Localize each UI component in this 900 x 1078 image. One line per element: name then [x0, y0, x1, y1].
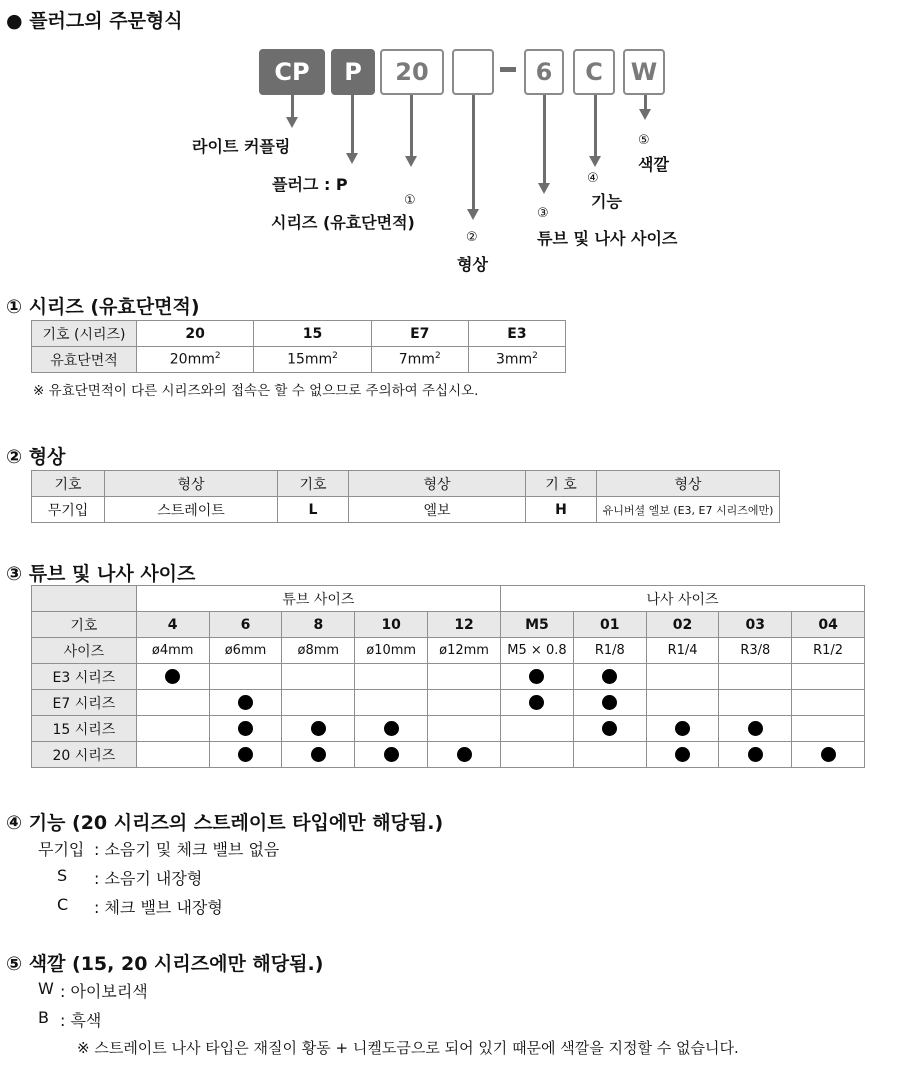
code-box-p: P: [331, 49, 375, 95]
size-code: 4: [136, 612, 209, 638]
arrow-line-series: [410, 95, 413, 157]
availability-cell: [355, 716, 428, 742]
availability-cell: [136, 664, 209, 690]
function-desc: : 소음기 내장형: [94, 869, 203, 888]
arrow-head-series: [405, 156, 417, 167]
label-function-num: ④: [587, 171, 599, 186]
section3-heading: ③ 튜브 및 나사 사이즈: [6, 563, 196, 585]
group-thread-size: 나사 사이즈: [501, 586, 865, 612]
availability-cell: [428, 664, 501, 690]
arrow-head-tube: [538, 183, 550, 194]
size-code: 8: [282, 612, 355, 638]
effective-area-value: $20mm^2$: [137, 347, 254, 373]
available-dot: [675, 721, 690, 736]
label-light-coupling: 라이트 커플링: [192, 137, 291, 156]
size-code: 04: [792, 612, 865, 638]
availability-cell: [573, 690, 646, 716]
code-box-function: C: [573, 49, 615, 95]
availability-cell: [719, 742, 792, 768]
availability-cell: [136, 690, 209, 716]
arrow-head-shape: [467, 209, 479, 220]
availability-cell: [646, 742, 719, 768]
table-corner: [32, 586, 137, 612]
availability-cell: [719, 664, 792, 690]
label-tube-num: ③: [537, 206, 549, 221]
shape-header-code: 기 호: [526, 471, 597, 497]
arrow-line-cp: [291, 95, 294, 119]
available-dot: [602, 695, 617, 710]
availability-cell: [428, 690, 501, 716]
availability-cell: [573, 664, 646, 690]
series-availability-rows: [32, 664, 865, 768]
code-box-color: W: [623, 49, 665, 95]
available-dot: [602, 721, 617, 736]
series-table: [31, 320, 566, 373]
size-value: ø10mm: [355, 638, 428, 664]
series-row: [32, 664, 865, 690]
function-desc: : 체크 밸브 내장형: [94, 898, 223, 917]
availability-cell: [209, 690, 282, 716]
label-color-num: ⑤: [638, 133, 650, 148]
series-row: [32, 690, 865, 716]
available-dot: [238, 695, 253, 710]
availability-cell: [792, 742, 865, 768]
availability-cell: [646, 716, 719, 742]
section1-note: ※ 유효단면적이 다른 시리즈와의 접속은 할 수 없으므로 주의하여 주십시오.: [33, 383, 479, 399]
size-value: R3/8: [719, 638, 792, 664]
series-row-label: E3 시리즈: [32, 664, 137, 690]
size-value: ø12mm: [428, 638, 501, 664]
availability-cell: [719, 716, 792, 742]
arrow-head-color: [639, 109, 651, 120]
section2-heading: ② 형상: [6, 446, 66, 468]
arrow-line-color: [644, 95, 647, 110]
section1-heading: ① 시리즈 (유효단면적): [6, 296, 200, 318]
available-dot: [457, 747, 472, 762]
section5-note: ※ 스트레이트 나사 타입은 재질이 황동 + 니켈도금으로 되어 있기 때문에 색깔을 지정할 수 없습니다.: [77, 1039, 739, 1057]
shape-header-shape: 형상: [349, 471, 526, 497]
availability-cell: [792, 716, 865, 742]
code-box-shape: [452, 49, 494, 95]
label-tube: 튜브 및 나사 사이즈: [537, 229, 678, 248]
availability-cell: [355, 690, 428, 716]
size-value: ø8mm: [282, 638, 355, 664]
size-value: R1/2: [792, 638, 865, 664]
arrow-head-function: [589, 156, 601, 167]
group-tube-size: 튜브 사이즈: [136, 586, 500, 612]
size-code: 6: [209, 612, 282, 638]
availability-cell: [282, 716, 355, 742]
size-value: M5 × 0.8: [501, 638, 574, 664]
function-code: C: [57, 895, 69, 914]
series-code: 15: [254, 321, 371, 347]
availability-cell: [573, 716, 646, 742]
available-dot: [748, 721, 763, 736]
availability-cell: [282, 690, 355, 716]
size-code: 03: [719, 612, 792, 638]
shape-header-code: 기호: [32, 471, 105, 497]
label-shape-num: ②: [466, 230, 478, 245]
availability-cell: [792, 690, 865, 716]
availability-cell: [282, 742, 355, 768]
available-dot: [602, 669, 617, 684]
available-dot: [529, 695, 544, 710]
color-desc: : 아이보리색: [60, 982, 148, 1001]
label-function: 기능: [591, 192, 622, 211]
function-code: S: [57, 866, 68, 885]
label-color: 색깔: [638, 155, 669, 174]
available-dot: [165, 669, 180, 684]
color-code: W: [38, 979, 54, 998]
available-dot: [748, 747, 763, 762]
series-row: [32, 742, 865, 768]
shape-name: 스트레이트: [105, 497, 278, 523]
size-row-label: 사이즈: [32, 638, 137, 664]
availability-cell: [428, 742, 501, 768]
available-dot: [311, 721, 326, 736]
shape-header-code: 기호: [278, 471, 349, 497]
availability-cell: [209, 742, 282, 768]
available-dot: [675, 747, 690, 762]
effective-area-value: $3mm^2$: [468, 347, 565, 373]
code-box-series: 20: [380, 49, 444, 95]
availability-cell: [136, 716, 209, 742]
size-code: 10: [355, 612, 428, 638]
color-desc: : 흑색: [60, 1011, 102, 1030]
size-code: 01: [573, 612, 646, 638]
code-box-tube: 6: [524, 49, 564, 95]
size-value: ø4mm: [136, 638, 209, 664]
size-code: 02: [646, 612, 719, 638]
availability-cell: [792, 664, 865, 690]
available-dot: [238, 721, 253, 736]
arrow-head-cp: [286, 117, 298, 128]
size-code: 12: [428, 612, 501, 638]
label-series-num: ①: [404, 193, 416, 208]
tube-thread-table: [31, 585, 865, 768]
series-code: E3: [468, 321, 565, 347]
availability-cell: [209, 716, 282, 742]
series-code: E7: [371, 321, 468, 347]
availability-cell: [501, 742, 574, 768]
series-row: [32, 716, 865, 742]
arrow-line-tube: [543, 95, 546, 183]
shape-table: [31, 470, 780, 523]
size-code: M5: [501, 612, 574, 638]
size-value: ø6mm: [209, 638, 282, 664]
availability-cell: [428, 716, 501, 742]
arrow-line-function: [594, 95, 597, 157]
effective-area-label: 유효단면적: [32, 347, 137, 373]
shape-code: 무기입: [32, 497, 105, 523]
availability-cell: [355, 664, 428, 690]
series-row-label: 15 시리즈: [32, 716, 137, 742]
effective-area-value: $15mm^2$: [254, 347, 371, 373]
availability-cell: [282, 664, 355, 690]
shape-header-shape: 형상: [105, 471, 278, 497]
color-code: B: [38, 1008, 49, 1027]
series-header-label: 기호 (시리즈): [32, 321, 137, 347]
available-dot: [311, 747, 326, 762]
series-row-label: E7 시리즈: [32, 690, 137, 716]
effective-area-value: $7mm^2$: [371, 347, 468, 373]
label-shape: 형상: [457, 255, 488, 274]
available-dot: [821, 747, 836, 762]
available-dot: [238, 747, 253, 762]
availability-cell: [501, 664, 574, 690]
arrow-head-p: [346, 153, 358, 164]
series-code: 20: [137, 321, 254, 347]
function-code: 무기입: [38, 840, 85, 859]
available-dot: [384, 721, 399, 736]
shape-name: 엘보: [349, 497, 526, 523]
label-plug: 플러그 : P: [272, 175, 348, 194]
available-dot: [384, 747, 399, 762]
availability-cell: [136, 742, 209, 768]
label-series: 시리즈 (유효단면적): [271, 213, 415, 232]
size-value: R1/4: [646, 638, 719, 664]
availability-cell: [573, 742, 646, 768]
page-title: ● 플러그의 주문형식: [6, 10, 183, 32]
availability-cell: [501, 716, 574, 742]
availability-cell: [646, 690, 719, 716]
availability-cell: [355, 742, 428, 768]
arrow-line-shape: [472, 95, 475, 210]
availability-cell: [209, 664, 282, 690]
available-dot: [529, 669, 544, 684]
section4-heading: ④ 기능 (20 시리즈의 스트레이트 타입에만 해당됨.): [6, 812, 444, 834]
shape-code: H: [526, 497, 597, 523]
arrow-line-p: [351, 95, 354, 155]
function-desc: : 소음기 및 체크 밸브 없음: [94, 840, 280, 859]
series-row-label: 20 시리즈: [32, 742, 137, 768]
code-dash: [500, 67, 516, 72]
shape-code: L: [278, 497, 349, 523]
size-value: R1/8: [573, 638, 646, 664]
availability-cell: [501, 690, 574, 716]
code-box-cp: CP: [259, 49, 325, 95]
shape-name: 유니버셜 엘보 (E3, E7 시리즈에만): [597, 497, 780, 523]
shape-header-shape: 형상: [597, 471, 780, 497]
section5-heading: ⑤ 색깔 (15, 20 시리즈에만 해당됨.): [6, 953, 324, 975]
code-row-label: 기호: [32, 612, 137, 638]
availability-cell: [719, 690, 792, 716]
availability-cell: [646, 664, 719, 690]
